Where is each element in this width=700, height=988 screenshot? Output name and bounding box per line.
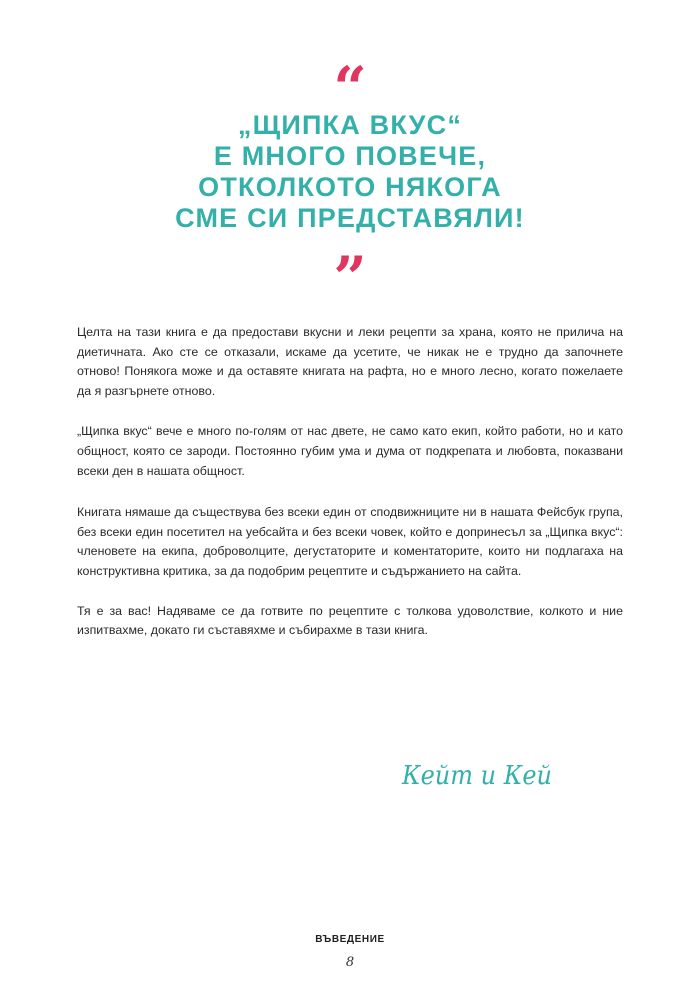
signature	[400, 750, 560, 800]
pull-quote-line-4: СМЕ СИ ПРЕДСТАВЯЛИ!	[175, 203, 525, 233]
pull-quote-line-2: Е МНОГО ПОВЕЧЕ,	[213, 141, 487, 171]
pull-quote-line-3: ОТКОЛКОТО НЯКОГА	[198, 172, 502, 202]
paragraph-4: Тя е за вас! Надяваме се да готвите по рецептите с толкова удоволствие, колкото и ние изпитвахме, докато ги съставяхме и събирахме в тази книга.	[77, 603, 623, 638]
pull-quote	[0, 110, 700, 234]
open-quote-icon: “	[333, 54, 367, 122]
page-number: 8	[345, 955, 355, 970]
section-title: ВЪВЕДЕНИЕ	[315, 934, 385, 945]
paragraph-3: Книгата нямаше да съществува без всеки един от сподвижниците ни в нашата Фейсбук група, без всеки един посетител на уебсайта и без всеки човек, който е допринесъл за „Щипка вкус“: членовете на екипа, доброволците, дегустаторите и коментаторите, които ни подлагаха на конструктивна критика, за да подобрим рецептите и съдържанието на сайта.	[77, 505, 623, 578]
pull-quote-line-1: „ЩИПКА ВКУС“	[237, 110, 463, 140]
paragraph-2: „Щипка вкус“ вече е много по-голям от нас двете, не само като екип, който работи, но и като общност, която се зароди. Постоянно губим ума и дума от подкрепата и любовта, показвани всеки ден в нашата общност.	[77, 424, 623, 478]
intro-body	[77, 323, 623, 661]
paragraph-1: Целта на тази книга е да предостави вкусни и леки рецепти за храна, която не прилича на диетичната. Ако сте се отказали, искаме да усетите, че никак не е трудно да започнете отново! Понякога може и да оставяте книгата на рафта, но е много лесно, когато пожелаете да я разгърнете отново.	[77, 325, 623, 398]
close-quote-icon: ”	[333, 244, 367, 312]
signature-text: Кейт и Кей	[401, 761, 552, 791]
